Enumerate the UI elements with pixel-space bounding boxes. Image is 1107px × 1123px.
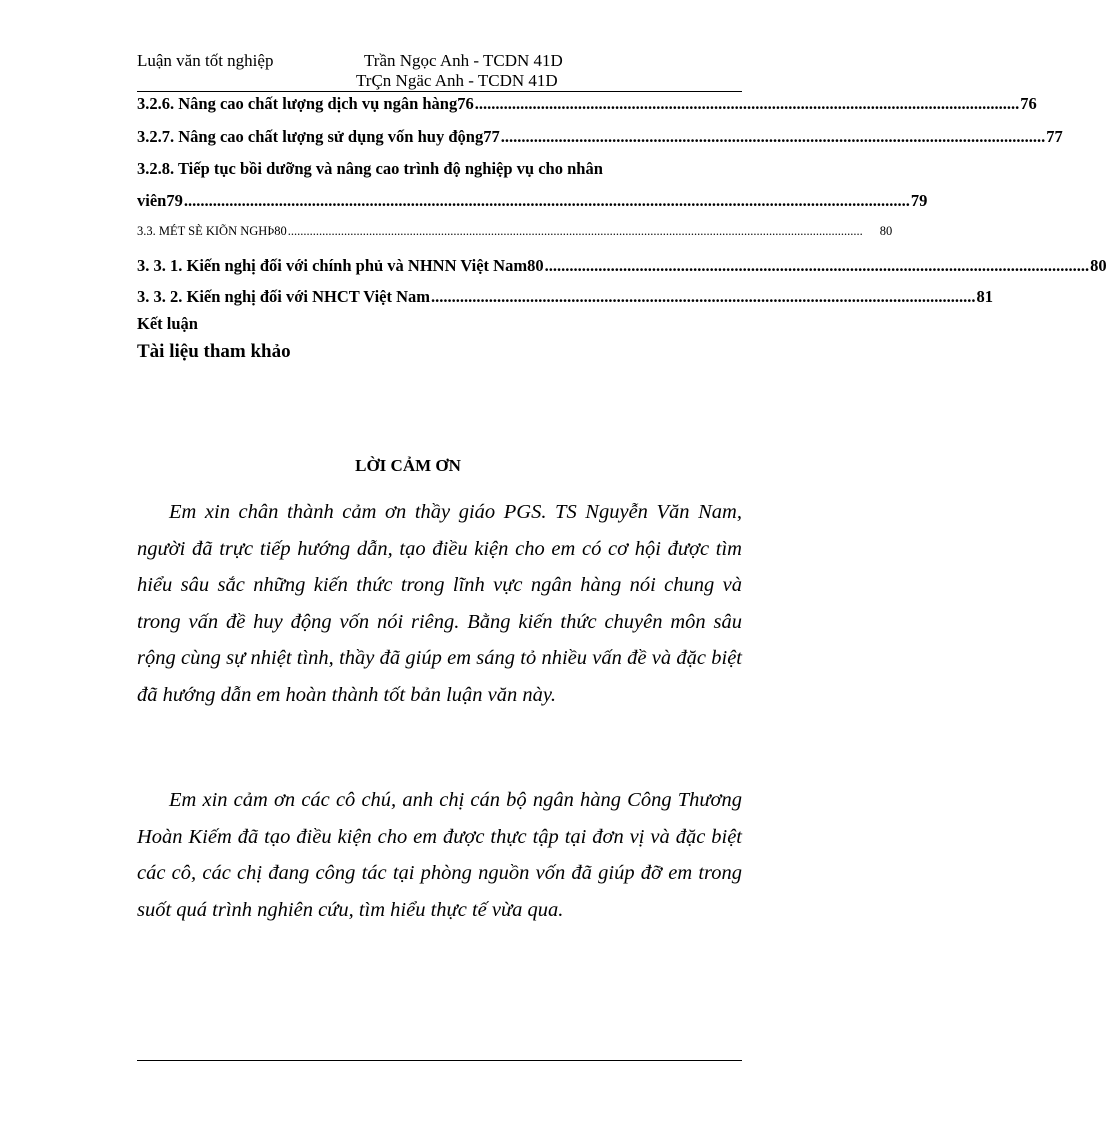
- toc-item-page: 80: [1090, 256, 1107, 275]
- toc-item-3-2-6: [137, 94, 1037, 114]
- toc-item-3-2-8: [137, 191, 928, 211]
- toc-item-page: 76: [1020, 94, 1037, 113]
- toc-item-title: 3.2.7. Nâng cao chất lượng sử dụng vốn huy động77: [137, 127, 500, 146]
- toc-item-title: 3. 3. 1. Kiến nghị đối với chính phủ và NHNN Việt Nam80: [137, 256, 544, 275]
- toc-leader: ....................................................................................................................................: [431, 287, 976, 306]
- toc-item-title: 3. 3. 2. Kiến nghị đối với NHCT Việt Nam: [137, 287, 431, 306]
- toc-item-3-3: [137, 224, 893, 239]
- header-left-text: Luận văn tốt nghiệp: [137, 51, 274, 70]
- toc-item-page: 79: [910, 191, 928, 210]
- acknowledgement-title: LỜI CẢM ƠN: [355, 456, 461, 475]
- paragraph-text: Em xin chân thành cảm ơn thầy giáo PGS. TS Nguyễn Văn Nam, người đã trực tiếp hướng dẫn, tạo điều kiện cho em có cơ hội được tìm hiểu sâu sắc những kiến thức trong lĩnh vực ngân hàng nói chung và trong vấn đề huy động vốn nói riêng. Bằng kiến thức chuyên môn sâu rộng cùng sự nhiệt tình, thầy đã giúp em sáng tỏ nhiều vấn đề và đặc biệt đã hướng dẫn em hoàn thành tốt bản luận văn này.: [137, 501, 742, 706]
- toc-item-3-3-2: [137, 287, 994, 307]
- toc-item-title: 3.2.6. Nâng cao chất lượng dịch vụ ngân hàng76: [137, 94, 474, 113]
- toc-conclusion: Kết luận: [137, 314, 198, 333]
- header-rule: [137, 91, 742, 92]
- toc-item-3-2-7: [137, 127, 1063, 147]
- toc-references: Tài liệu tham khảo: [137, 341, 291, 362]
- toc-item-3-2-8-title: 3.2.8. Tiếp tục bồi dưỡng và nâng cao trình độ nghiệp vụ cho nhân: [137, 159, 603, 178]
- toc-leader: ....................................................................................................................................: [500, 127, 1046, 146]
- toc-item-page: 77: [1046, 127, 1063, 146]
- paragraph-text: Em xin cảm ơn các cô chú, anh chị cán bộ ngân hàng Công Thương Hoàn Kiếm đã tạo điều kiện cho em được thực tập tại đơn vị và đặc biệt các cô, các chị đang công tác tại phòng nguồn vốn đã giúp đỡ em trong suốt quá trình nghiên cứu, tìm hiểu thực tế vừa qua.: [137, 789, 742, 921]
- toc-item-title: 3.3. MÉT SÈ KIÕN NGHÞ80: [137, 224, 287, 238]
- toc-item-page: 80: [879, 224, 893, 238]
- toc-item-continuation: viên79: [137, 191, 183, 210]
- toc-leader: ........................................................................................................................................................................................: [287, 224, 863, 238]
- toc-item-page: 81: [976, 287, 994, 306]
- acknowledgement-paragraph-2: [137, 782, 742, 928]
- toc-item-3-3-1: [137, 256, 1107, 276]
- header-author: Trần Ngọc Anh - TCDN 41D: [364, 51, 563, 70]
- toc-leader: ....................................................................................................................................: [544, 256, 1090, 275]
- acknowledgement-paragraph-1: [137, 494, 742, 713]
- footer-rule: [137, 1060, 742, 1061]
- toc-leader: ................................................................................................................................................................................: [183, 191, 910, 210]
- header-author-garbled: TrÇn Ngäc Anh - TCDN 41D: [356, 71, 558, 90]
- toc-leader: ....................................................................................................................................: [474, 94, 1020, 113]
